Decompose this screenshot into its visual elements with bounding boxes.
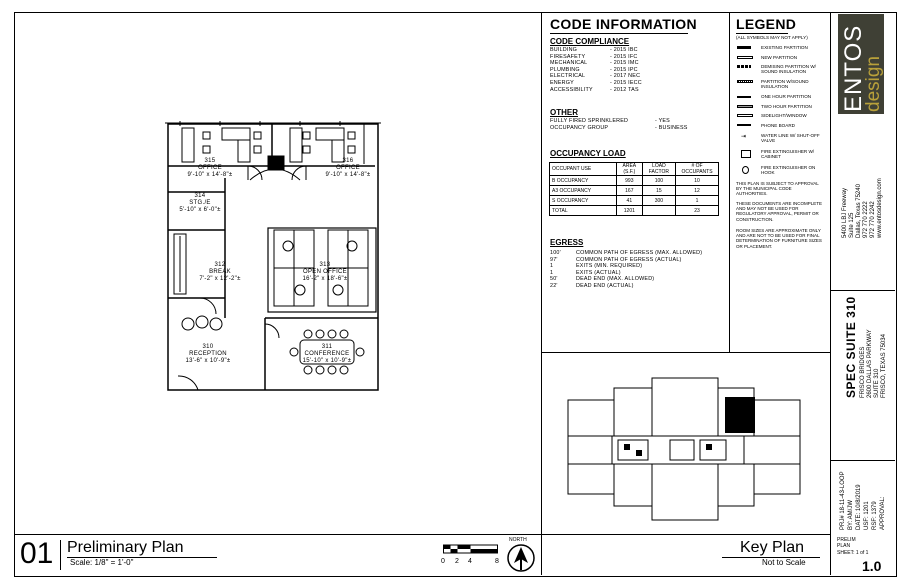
legend-label: TWO HOUR PARTITION: [761, 104, 812, 109]
scale-mark-2: 2: [455, 558, 459, 565]
code-compliance-list: [550, 47, 720, 93]
legend-item: [737, 94, 827, 102]
sheet-label: PRELIM PLAN: [837, 537, 856, 549]
firm-address-0: 5400 LBJ Freeway: [842, 187, 848, 238]
egress-title: EGRESS: [550, 238, 584, 247]
legend-label: EXISTING PARTITION: [761, 45, 808, 50]
occupancy-header: LOAD FACTOR: [642, 163, 675, 176]
legend-label: ONE HOUR PARTITION: [761, 94, 812, 99]
table-cell: 1: [676, 196, 719, 206]
legend-underline: [736, 33, 788, 34]
firm-address-4: 972 770 2242: [870, 201, 876, 238]
room-315-label: 315 OFFICE 9'-10" x 14'-8"±: [187, 158, 233, 178]
key-plan-drawing: [560, 374, 808, 524]
firm-address-3: 972 770 2222: [863, 201, 869, 238]
table-cell: 41: [617, 196, 643, 206]
firm-address-1: Suite 125: [849, 212, 855, 238]
compliance-row: PLUMBING - 2015 IPC: [550, 66, 638, 73]
legend-item: [737, 64, 827, 76]
table-cell: 300: [642, 196, 675, 206]
legend-label: NEW PARTITION: [761, 55, 798, 60]
info-line-4: RSF: 1379: [872, 501, 878, 530]
table-cell: 100: [642, 176, 675, 186]
table-cell: 15: [642, 186, 675, 196]
egress-row: 50' DEAD END (MAX. ALLOWED): [550, 276, 655, 283]
divider-legend: [729, 12, 730, 352]
legend-item: [737, 123, 827, 131]
occupancy-table: [549, 162, 719, 216]
project-name: SPEC SUITE 310: [844, 296, 858, 398]
legend-item: [737, 113, 827, 121]
scale-mark-4: 4: [468, 558, 472, 565]
occupancy-header: OCCUPANT USE: [550, 163, 617, 176]
egress-list: [550, 250, 725, 290]
new-partition-icon: [737, 56, 753, 59]
compliance-row: ENERGY - 2015 IECC: [550, 79, 642, 86]
table-cell: B OCCUPANCY: [550, 176, 617, 186]
legend-label: PARTITION W/SOUND INSULATION: [761, 79, 809, 90]
legend-item: [737, 79, 827, 91]
legend-subtitle: (ALL SYMBOLS MAY NOT APPLY): [736, 35, 808, 40]
table-cell: 10: [676, 176, 719, 186]
firm-address-2: Dallas, Texas 75240: [856, 184, 862, 238]
legend-label: FIRE EXTINGUISHER W/ CABINET: [761, 149, 815, 160]
compliance-row: ELECTRICAL - 2017 NEC: [550, 73, 641, 80]
demising-partition-icon: [737, 65, 751, 68]
egress-row: 1 EXITS (MIN. REQUIRED): [550, 263, 643, 270]
legend-label: WATER LINE W/ SHUT-OFF VALVE: [761, 133, 820, 144]
info-line-5: APPROVAL:: [880, 496, 886, 530]
legend-note: ROOM SIZES ARE APPROXIMATE ONLY AND ARE NOT TO BE USED FOR FINAL DETERMINATION OF FURNITURE SIZES OR PLACEMENT.: [736, 228, 822, 249]
legend-label: DEMISING PARTITION W/ SOUND INSULATION: [761, 64, 816, 75]
legend-item: [737, 133, 827, 145]
keyplan-note: Not to Scale: [762, 558, 806, 567]
plan-number: 01: [20, 537, 54, 570]
scale-mark-8: 8: [495, 558, 499, 565]
table-cell: 1201: [617, 206, 643, 216]
divider-plan: [541, 12, 542, 575]
legend-item: [737, 45, 827, 53]
project-line-2: SUITE 310: [874, 368, 880, 398]
water-line-icon: ⇥: [741, 134, 747, 140]
table-cell: [642, 206, 675, 216]
titleblock-divider: [830, 460, 895, 461]
other-title: OTHER: [550, 108, 578, 117]
north-label: NORTH: [509, 537, 527, 543]
info-line-0: PRJ# 18-11-43-LOOP: [840, 471, 846, 530]
table-cell: 12: [676, 186, 719, 196]
plan-scale: Scale: 1/8" = 1'-0": [70, 558, 134, 567]
two-hour-partition-icon: [737, 105, 753, 108]
table-row: [550, 196, 719, 206]
legend-title: LEGEND: [736, 16, 797, 32]
one-hour-partition-icon: [737, 96, 751, 98]
legend-label: FIRE EXTINGUISHER ON HOOK: [761, 165, 816, 176]
room-310-label: 310 RECEPTION 13'-6" x 10'-9"±: [185, 344, 231, 364]
other-row: FULLY FIRED SPRINKLERED - YES: [550, 118, 670, 124]
phone-board-icon: [737, 124, 751, 126]
table-cell: 23: [676, 206, 719, 216]
north-arrow-icon: [506, 543, 536, 573]
graphic-scale: [443, 543, 499, 557]
legend-item: [737, 165, 827, 177]
plan-number-divider: [60, 540, 61, 570]
table-cell: S OCCUPANCY: [550, 196, 617, 206]
room-311-label: 311 CONFERENCE 15'-10" x 10'-9"±: [302, 344, 352, 364]
info-line-3: USF: 1201: [864, 501, 870, 530]
table-row: [550, 186, 719, 196]
info-line-1: BY: AM/JW: [848, 499, 854, 530]
other-list: [550, 118, 720, 131]
sidelight-window-icon: [737, 114, 753, 117]
info-line-2: DATE: 10/8/2019: [856, 484, 862, 530]
table-cell: A3 OCCUPANCY: [550, 186, 617, 196]
table-cell: 167: [617, 186, 643, 196]
project-line-1: 2600 DALLAS PARKWAY: [867, 329, 873, 398]
sound-partition-icon: [737, 80, 753, 83]
project-line-0: FRISCO BRIDGES: [860, 346, 866, 398]
legend-label: PHONE BOARD: [761, 123, 795, 128]
divider-keyplan: [541, 352, 830, 353]
legend-item: [737, 149, 827, 161]
occupancy-title: OCCUPANCY LOAD: [550, 149, 626, 158]
fire-extinguisher-cabinet-icon: [741, 150, 751, 158]
code-compliance-title: CODE COMPLIANCE: [550, 37, 630, 46]
divider-titleblock: [830, 12, 831, 575]
project-line-3: FRISCO, TEXAS 75034: [881, 334, 887, 398]
legend-note: THIS PLAN IS SUBJECT TO APPROVAL BY THE MUNICIPAL CODE AUTHORITIES.: [736, 181, 819, 197]
code-info-underline: [550, 33, 688, 34]
egress-row: 100' COMMON PATH OF EGRESS (MAX. ALLOWED): [550, 250, 703, 256]
other-row: OCCUPANCY GROUP - BUSINESS: [550, 124, 688, 131]
occupancy-header-row: [550, 163, 719, 176]
egress-row: 97' COMMON PATH OF EGRESS (ACTUAL): [550, 256, 682, 263]
titleblock-divider: [830, 290, 895, 291]
occupancy-header: AREA (S.F.): [617, 163, 643, 176]
egress-row: 1 EXITS (ACTUAL): [550, 269, 621, 276]
legend-item: [737, 55, 827, 63]
table-cell: TOTAL: [550, 206, 617, 216]
keyplan-title: Key Plan: [740, 539, 805, 556]
sheet-number: 1.0: [862, 558, 882, 574]
sheet-count: SHEET: 1 of 1: [837, 550, 869, 556]
egress-row: 22' DEAD END (ACTUAL): [550, 282, 634, 289]
room-314-label: 314 STG./E 5'-10" x 6'-0"±: [179, 193, 221, 213]
firm-logo-main: ENTOS: [840, 24, 867, 112]
plan-title: Preliminary Plan: [67, 539, 184, 556]
compliance-row: FIRESAFETY - 2015 IFC: [550, 53, 638, 60]
room-316-label: 316 OFFICE 9'-10" x 14'-8"±: [325, 158, 371, 178]
firm-address-5: www.entosdesign.com: [877, 178, 883, 238]
fire-extinguisher-icon: [742, 166, 749, 174]
legend-label: SIDELIGHT/WINDOW: [761, 113, 807, 118]
existing-partition-icon: [737, 46, 751, 49]
legend-item: [737, 104, 827, 112]
firm-logo-sub: design: [863, 56, 884, 112]
table-cell: 993: [617, 176, 643, 186]
code-info-title: CODE INFORMATION: [550, 16, 697, 32]
compliance-row: BUILDING - 2015 IBC: [550, 47, 638, 53]
room-313-label: 313 OPEN OFFICE 16'-2" x 18'-6"±: [302, 262, 348, 282]
divider-bottom: [14, 534, 830, 535]
compliance-row: MECHANICAL - 2015 IMC: [550, 60, 639, 67]
compliance-row: ACCESSIBILITY - 2012 TAS: [550, 86, 639, 93]
occupancy-header: # OF OCCUPANTS: [676, 163, 719, 176]
scale-mark-0: 0: [441, 558, 445, 565]
table-row: [550, 176, 719, 186]
table-row: [550, 206, 719, 216]
room-312-label: 312 BREAK 7'-2" x 12'-2"±: [199, 262, 241, 282]
legend-note: THESE DOCUMENTS ARE INCOMPLETE AND MAY NOT BE USED FOR REGULATORY APPROVAL, PERMIT OR CONSTRUCTION.: [736, 201, 823, 222]
